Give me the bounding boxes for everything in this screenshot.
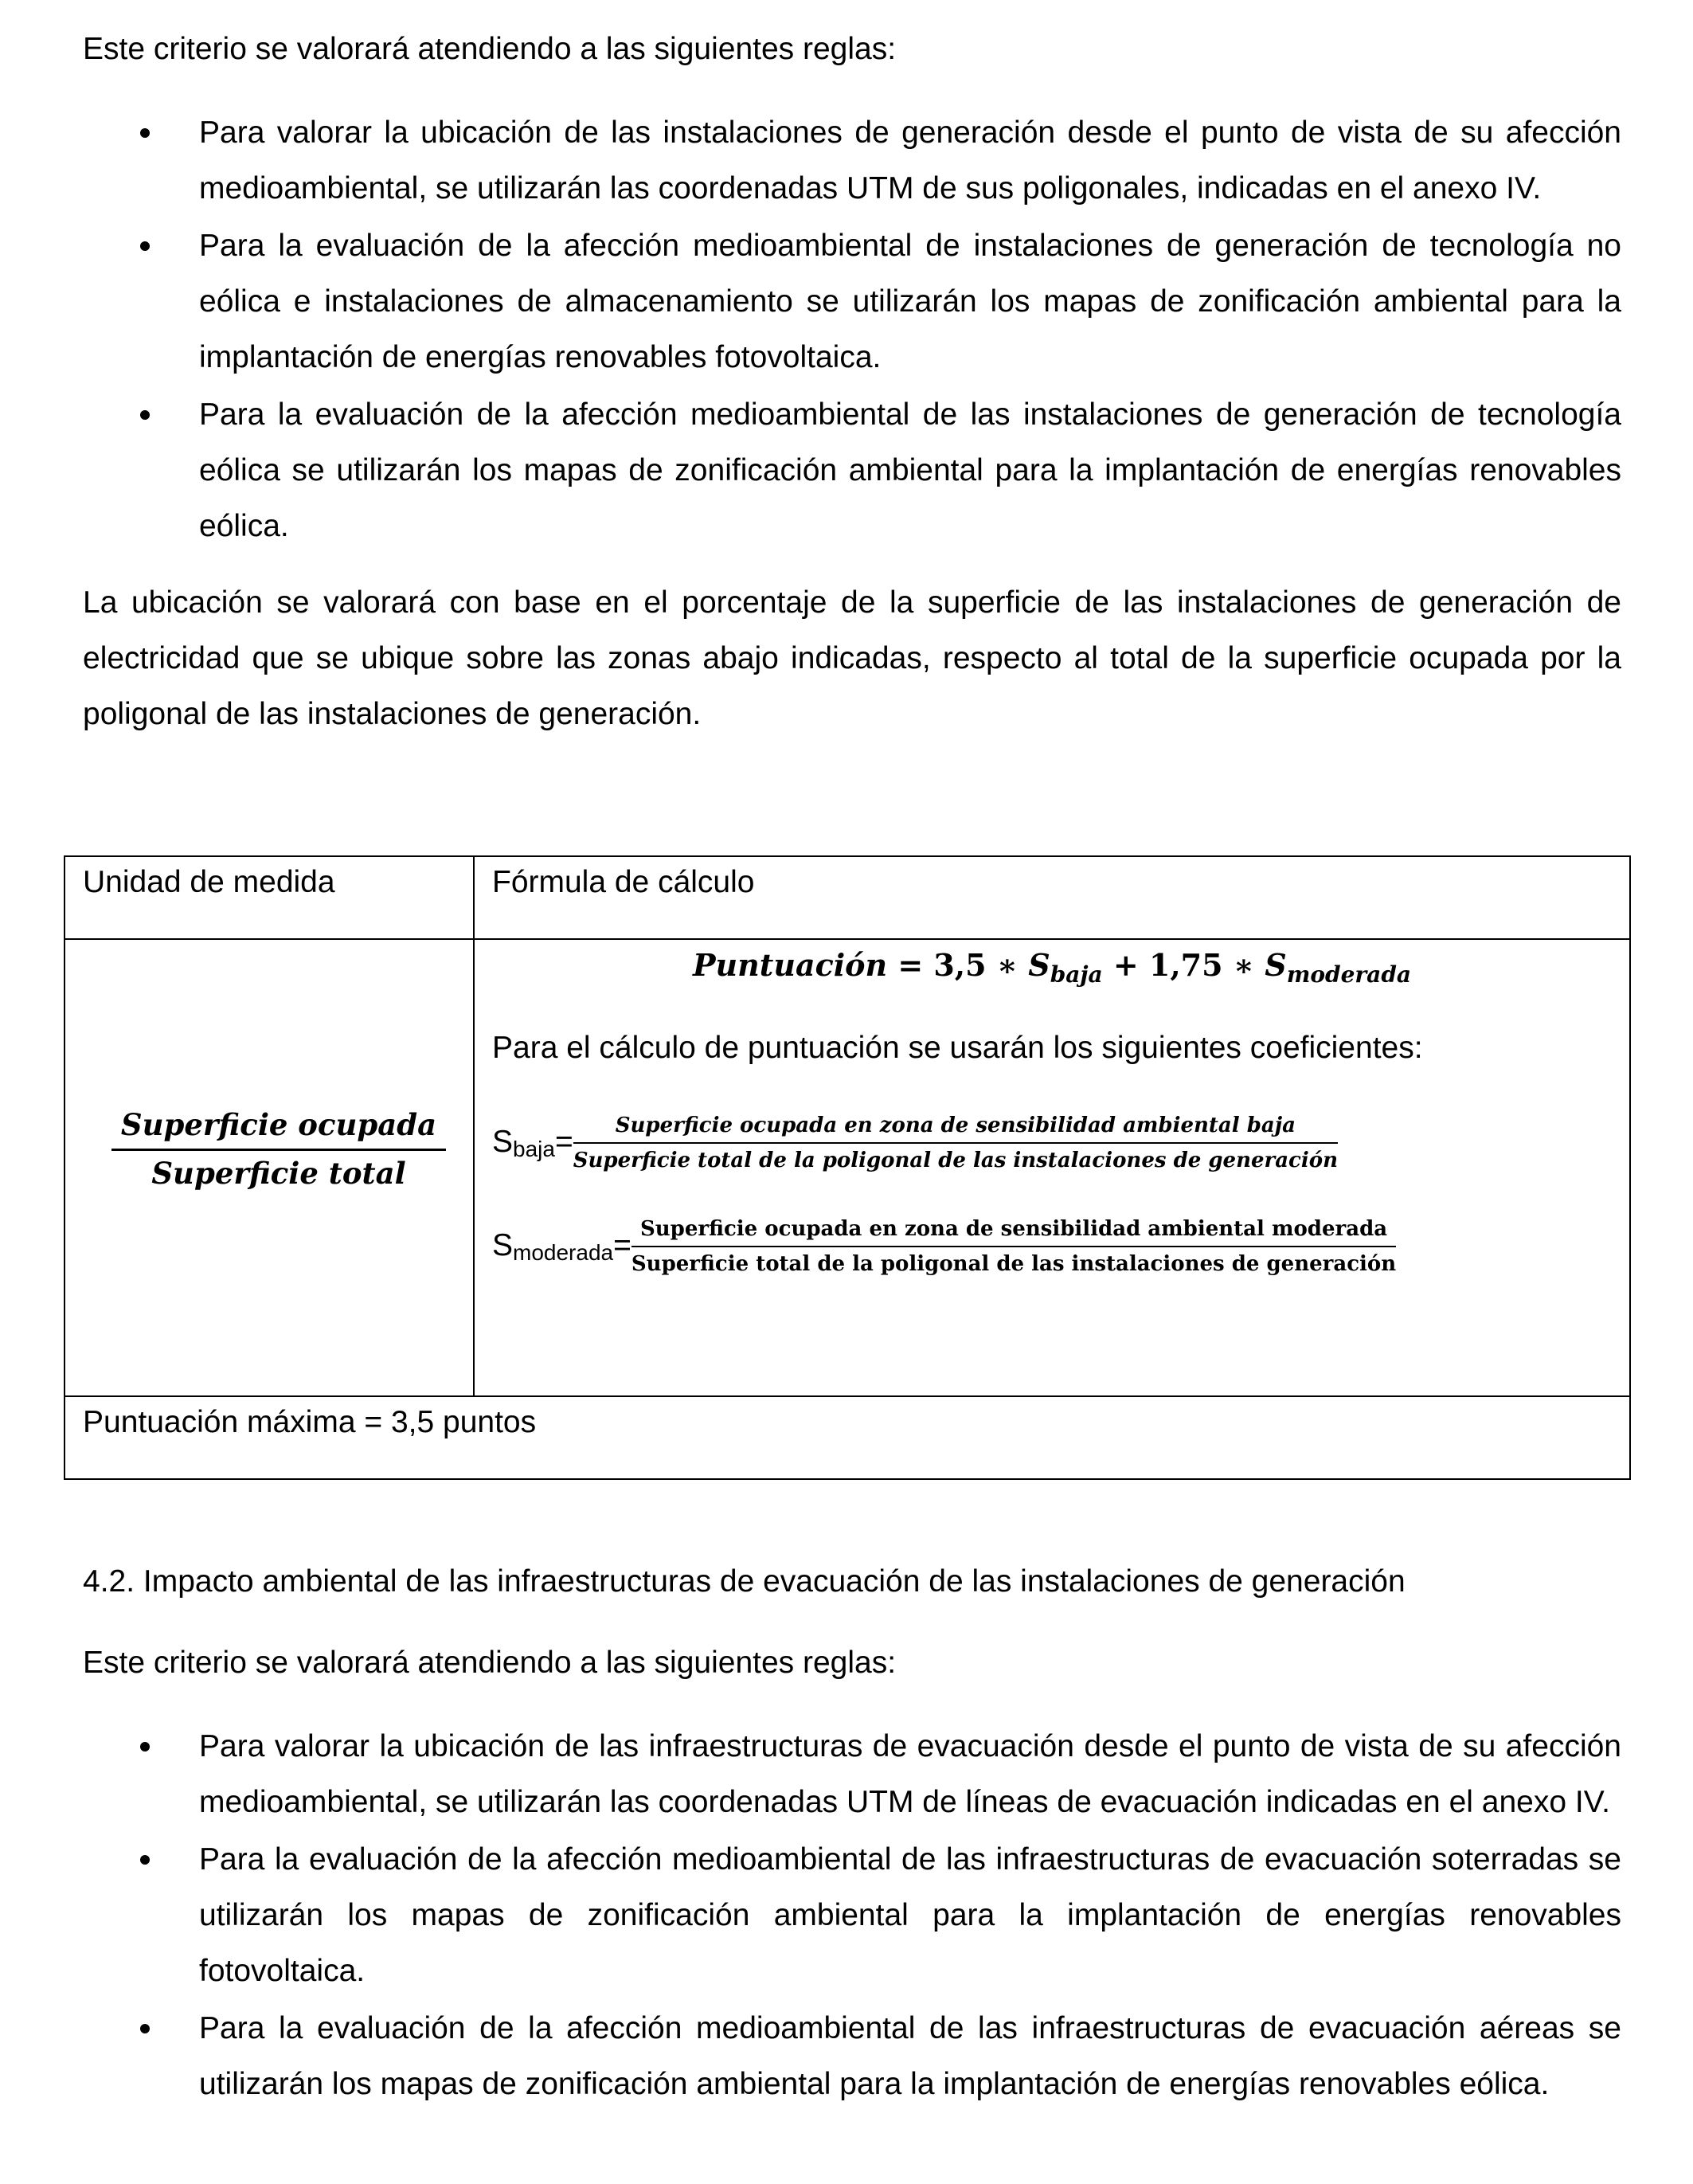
list-item: Para la evaluación de la afección medioambiental de las infraestructuras de evacuación soterradas se utilizarán los mapas de zonificación ambiental para la implantación de energías renovables fotovoltaica.: [83, 1832, 1621, 1999]
list-item: Para valorar la ubicación de las instalaciones de generación desde el punto de vista de su afección medioambiental, se utilizarán las coordenadas UTM de sus poligonales, indicadas en el anexo IV.: [83, 105, 1621, 217]
max-score: Puntuación máxima = 3,5 puntos: [65, 1396, 1630, 1479]
coefficients-intro: Para el cálculo de puntuación se usarán los siguientes coeficientes:: [492, 1031, 1423, 1065]
s-baja-definition: $S_{baja}=$ Superficie ocupada en zona de sensibilidad ambiental baja Superficie total de la poligonal de las instalaciones de generación: [492, 1110, 1338, 1176]
unit-denominator: Superficie total: [151, 1156, 406, 1191]
unit-numerator: Superficie ocupada: [111, 1107, 446, 1151]
header-formula: Fórmula de cálculo: [474, 856, 1630, 939]
formula-cell: [474, 939, 1630, 1396]
bullet-icon: [140, 2024, 150, 2033]
bullet-icon: [140, 1855, 150, 1865]
location-paragraph: La ubicación se valorará con base en el porcentaje de la superficie de las instalaciones de generación de electricidad que se ubique sobre las zonas abajo indicadas, respecto al total de la superficie ocupada por la poligonal de las instalaciones de generación.: [83, 585, 1621, 731]
intro-text: Este criterio se valorará atendiendo a las siguientes reglas:: [83, 32, 897, 66]
list-item: Para valorar la ubicación de las infraestructuras de evacuación desde el punto de vista de su afección medioambiental, se utilizarán las coordenadas UTM de líneas de evacuación indicadas en el anexo IV.: [83, 1719, 1621, 1830]
rules-list-1: [83, 105, 1621, 556]
list-item: Para la evaluación de la afección medioambiental de las infraestructuras de evacuación aéreas se utilizarán los mapas de zonificación ambiental para la implantación de energías renovables eólica.: [83, 2001, 1621, 2112]
s-moderada-fraction: Superficie ocupada en zona de sensibilidad ambiental moderada Superficie total de la poligonal de las instalaciones de generación: [631, 1214, 1396, 1279]
bullet-icon: [140, 1742, 150, 1752]
s-moderada-definition: $S_{moderada}=$ Superficie ocupada en zona de sensibilidad ambiental moderada Superficie total de la poligonal de las instalaciones de generación: [492, 1214, 1396, 1279]
criteria-table: [64, 855, 1631, 1480]
section-title: 4.2. Impacto ambiental de las infraestructuras de evacuación de las instalaciones de generación: [83, 1564, 1406, 1599]
bullet-icon: [140, 241, 150, 251]
header-unit: Unidad de medida: [65, 856, 474, 939]
bullet-icon: [140, 128, 150, 138]
s-baja-fraction: Superficie ocupada en zona de sensibilidad ambiental baja Superficie total de la poligonal de las instalaciones de generación: [573, 1110, 1338, 1176]
unit-cell: [65, 939, 474, 1396]
score-formula: Puntuación = 3,5 ∗ $S_{baja} + 1,75$ ∗ $S_{moderada}$: [692, 947, 1412, 988]
intro-text-2: Este criterio se valorará atendiendo a las siguientes reglas:: [83, 1646, 897, 1680]
list-item: Para la evaluación de la afección medioambiental de instalaciones de generación de tecnología no eólica e instalaciones de almacenamiento se utilizarán los mapas de zonificación ambiental para la implantación de energías renovables fotovoltaica.: [83, 218, 1621, 386]
unit-fraction: [111, 1107, 446, 1191]
list-item: Para la evaluación de la afección medioambiental de las instalaciones de generación de tecnología eólica se utilizarán los mapas de zonificación ambiental para la implantación de energías renovables eólica.: [83, 387, 1621, 554]
bullet-icon: [140, 410, 150, 420]
rules-list-2: [83, 1719, 1621, 2114]
